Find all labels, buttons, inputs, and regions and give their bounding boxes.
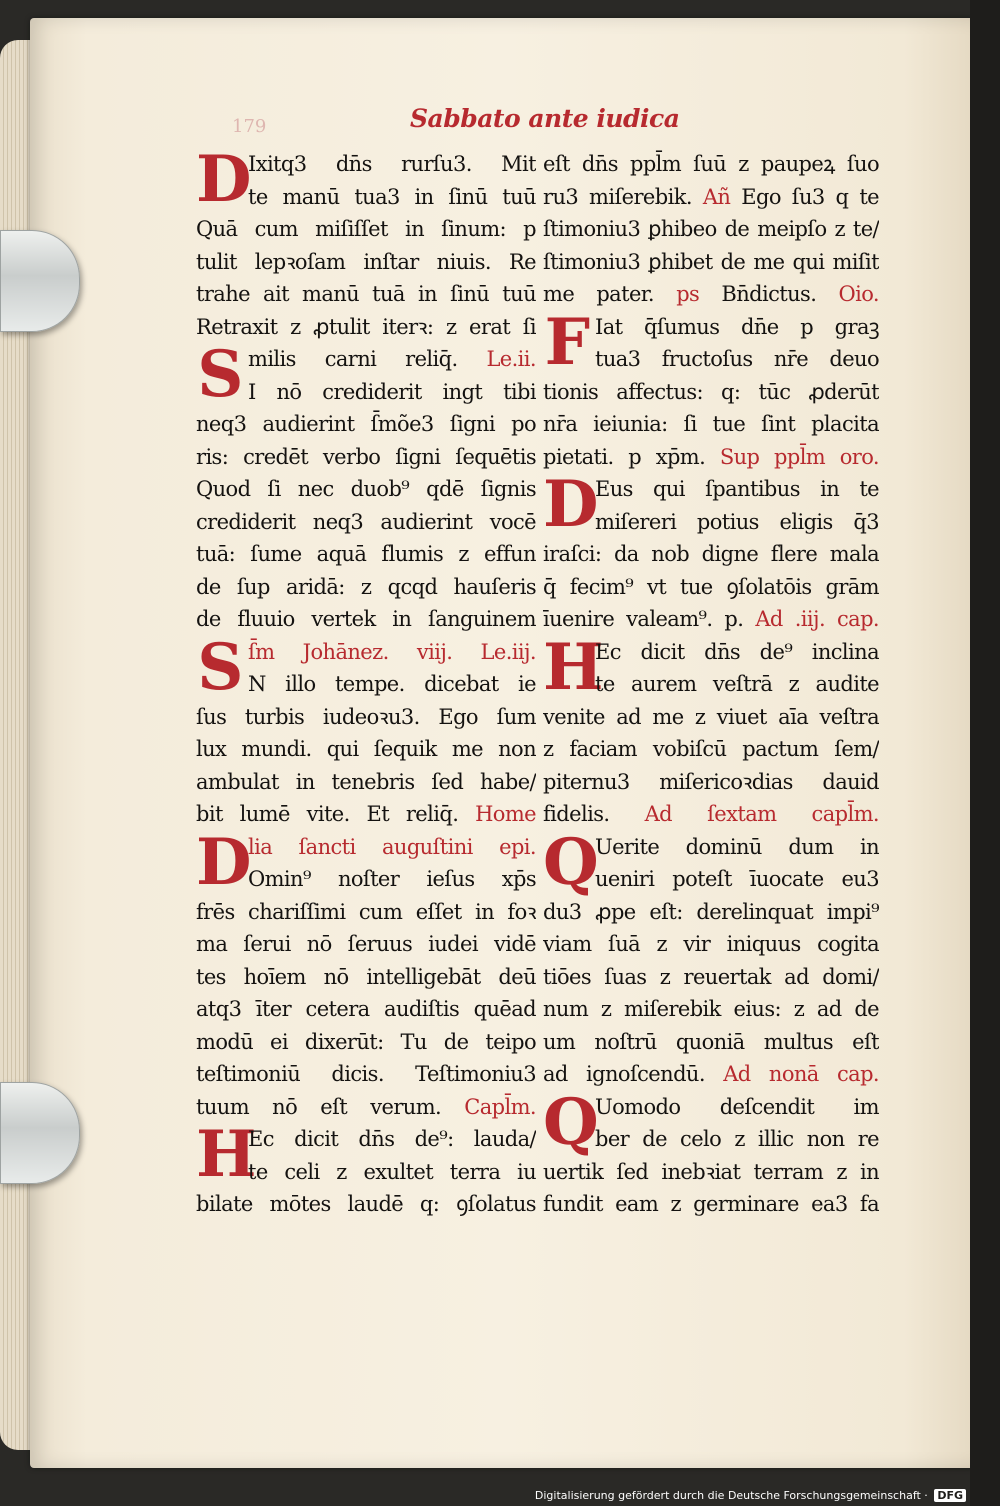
line-text: Uomodo deſcendit im: [595, 1094, 879, 1119]
text-line: [196, 701, 536, 734]
line-text: frēs chariſſimi cum eſſet in foꝛ: [196, 899, 536, 924]
line-text: iraſci: da nob digne flere mala: [543, 542, 879, 566]
text-line: [248, 343, 536, 376]
rubric-text: Oio.: [838, 282, 879, 306]
line-text: ad ignoſcendū.: [543, 1062, 724, 1086]
line-text: ueniri poteſt īuocate eu3: [595, 867, 879, 891]
text-line: [196, 1026, 536, 1059]
line-tail-text: Ego ſu3 q te: [730, 184, 879, 209]
text-line: [595, 1123, 879, 1156]
line-text: tuā: ſume aquā flumis z effun: [196, 542, 536, 566]
rubric-text: ſ̄m Johānez. viij. Le.iij.: [248, 639, 536, 664]
text-line: [196, 733, 536, 766]
line-text: miſereri potius eligis q̄3: [595, 509, 879, 534]
line-text: bilate mōtes laudē q: ꝯſolatus: [196, 1192, 536, 1216]
line-text: crediderit neq3 audierint vocē: [196, 509, 536, 534]
text-line: [595, 668, 879, 701]
line-text: trahe ait manū tuā in ſinū tuū: [196, 282, 536, 306]
rubricated-initial: H: [196, 1117, 256, 1192]
text-line: [248, 376, 536, 409]
line-text: pietati. p xp̄m.: [543, 444, 720, 469]
line-text: Uerite dominū dum in: [595, 834, 879, 859]
line-text: piternu3 miſericoꝛdias dauid: [543, 769, 879, 794]
text-line: [543, 766, 879, 799]
text-line: [595, 311, 879, 344]
text-line: [543, 1026, 879, 1059]
text-line: [196, 798, 536, 831]
rubric-text: Capl̄m.: [464, 1094, 536, 1119]
text-line: [196, 441, 536, 474]
rubric-text: Ad ſextam capl̄m.: [644, 802, 879, 826]
text-line: [543, 246, 879, 279]
text-line: [595, 831, 879, 864]
scan-background-edge: [970, 0, 1000, 1506]
line-text: ma ſerui nō ſeruus iudei vidē: [196, 932, 536, 956]
rubricated-initial: D: [196, 142, 251, 217]
text-line: [595, 1091, 879, 1124]
text-line: [248, 148, 536, 181]
rubricated-initial: D: [543, 467, 598, 542]
rubric-text: Añ: [702, 184, 731, 209]
line-text: ſus turbis iudeoꝛu3. Ego ſum: [196, 704, 536, 729]
text-line: [543, 961, 879, 994]
rubricated-initial: S: [197, 337, 243, 412]
line-text: ſtimoniu3 ꝑhibeo de meipſo z te/: [543, 217, 879, 241]
text-line: [196, 246, 536, 279]
text-line: [543, 213, 879, 246]
line-text: neq3 audierint ſ̄mõe3 ſigni po: [196, 412, 536, 436]
line-text: de ſup aridā: z qcqd hauſeris: [196, 574, 536, 599]
line-text: ber de celo z illic non re: [595, 1127, 879, 1151]
text-line: [595, 343, 879, 376]
right-text-column: [543, 148, 879, 1221]
line-text: īuenire valeam⁹. p.: [543, 607, 756, 631]
line-text: tionis affectus: q: tūc ꝓderūt: [543, 379, 879, 404]
text-line: [543, 441, 879, 474]
digitization-credit: [535, 1489, 966, 1502]
rubric-text: Le.ii.: [486, 347, 536, 371]
line-text: ambulat in tenebris ſed habe/: [196, 769, 536, 794]
text-line: [543, 993, 879, 1026]
text-line: [196, 1188, 536, 1221]
text-line: [196, 311, 536, 344]
line-text: viam ſuā z vir iniquus cogita: [543, 932, 879, 956]
line-text: tiōes ſuas z reuertak ad domi/: [543, 964, 879, 989]
line-text: tulit lepꝛoſam inſtar niuis. Re: [196, 249, 536, 274]
line-text: Quod ſi nec duob⁹ qdē ſignis: [196, 477, 536, 501]
text-line: [248, 668, 536, 701]
line-text: num z miſerebik eius: z ad de: [543, 997, 879, 1021]
rubricated-initial: Q: [543, 824, 599, 900]
text-line: [543, 1156, 879, 1189]
rubric-text: Home: [475, 802, 536, 826]
line-text: tes hoīem nō intelligebāt deū: [196, 964, 536, 989]
text-line: [196, 538, 536, 571]
text-line: [196, 278, 536, 311]
folio-number: 179: [232, 116, 267, 137]
text-line: [248, 1123, 536, 1156]
text-line: [196, 896, 536, 929]
line-text: tua3 fructoſus nr̄e deuo: [595, 347, 879, 371]
line-text: atq3 īter cetera audiſtis quēad: [196, 997, 536, 1021]
text-line: [595, 863, 879, 896]
left-text-column: [196, 142, 536, 1221]
line-text: Ixitq3 dn̄s rurſu3. Mit: [248, 152, 536, 176]
rubric-text: lia ſancti auguſtini epi.: [248, 834, 536, 859]
text-line: [248, 181, 536, 214]
text-line: [543, 181, 879, 214]
text-line: [196, 961, 536, 994]
text-line: [248, 831, 536, 864]
text-line: [196, 571, 536, 604]
line-text: teſtimoniū dicis. Teſtimoniu3: [196, 1062, 536, 1086]
line-text: te aurem veſtrā z audite: [595, 672, 879, 696]
text-line: [543, 278, 879, 311]
line-text: milis carni reliq̄.: [248, 347, 487, 371]
line-text: Quā cum miſiſſet in ſinum: p: [196, 217, 536, 241]
line-text: eſt dn̄s ppl̄m ſuū z paupeꝝ ſuo: [543, 152, 879, 176]
line-text: Ec dicit dn̄s de⁹: lauda/: [248, 1127, 536, 1151]
text-line: [543, 1188, 879, 1221]
text-line: [543, 408, 879, 441]
text-line: [543, 376, 879, 409]
line-text: venite ad me z viuet aīa veſtra: [543, 704, 879, 729]
line-text: modū ei dixerūt: Tu de teipo: [196, 1029, 536, 1054]
text-line: [543, 538, 879, 571]
line-text: fidelis.: [543, 802, 645, 826]
line-text: ris: credēt verbo ſigni ſequētis: [196, 444, 536, 469]
text-line: [196, 766, 536, 799]
text-line: [595, 506, 879, 539]
text-line: [248, 863, 536, 896]
line-text: q̄ fecim⁹ vt tue ꝯſolatōis grām: [543, 574, 879, 599]
text-line: [196, 993, 536, 1026]
text-line: [196, 1091, 536, 1124]
line-text: de fluuio vertek in ſanguinem: [196, 607, 536, 631]
text-line: [196, 408, 536, 441]
line-text: um noſtrū quoniā multus eſt: [543, 1029, 879, 1054]
rubricated-initial: Q: [543, 1084, 599, 1160]
text-line: [543, 603, 879, 636]
line-text: Omin⁹ noſter ieſus xp̄s: [248, 867, 536, 891]
rubric-text: Sup ppl̄m oro.: [719, 444, 879, 469]
running-head: Sabbato ante iudica: [410, 104, 680, 133]
line-text: Iat q̄ſumus dn̄e p graꝫ: [595, 314, 879, 339]
line-text: nr̄a ieiunia: ſi tue ſint placita: [543, 412, 879, 436]
text-line: [543, 571, 879, 604]
text-line: [543, 798, 879, 831]
line-text: lux mundi. qui ſequik me non: [196, 737, 536, 761]
line-text: ſtimoniu3 ꝑhibet de me qui miſit: [543, 249, 879, 274]
text-line: [196, 473, 536, 506]
line-tail-text: Bn̄dictus.: [699, 282, 839, 306]
text-line: [595, 636, 879, 669]
line-text: du3 ꝓpe eſt: derelinquat impi⁹: [543, 899, 879, 924]
text-line: [543, 148, 879, 181]
dfg-logo: DFG: [934, 1489, 966, 1502]
text-line: [196, 506, 536, 539]
rubricated-initial: D: [196, 824, 251, 900]
line-text: te celi z exultet terra iu: [248, 1159, 536, 1184]
text-line: [196, 603, 536, 636]
line-text: uertik ſed inebꝛiat terram z in: [543, 1159, 879, 1184]
rubric-text: Ad .iij. cap.: [755, 607, 879, 631]
text-line: [543, 733, 879, 766]
line-text: fundit eam z germinare ea3 fa: [543, 1192, 879, 1216]
rubricated-initial: S: [197, 629, 243, 705]
text-line: [196, 928, 536, 961]
credit-text: Digitalisierung gefördert durch die Deutsche Forschungsgemeinschaft ·: [534, 1489, 928, 1502]
text-line: [543, 701, 879, 734]
text-line: [248, 1156, 536, 1189]
line-text: tuum nō eſt verum.: [196, 1094, 465, 1119]
rubric-text: Ad nonā cap.: [723, 1062, 879, 1086]
line-text: bit lumē vite. Et reliq̄.: [196, 802, 476, 826]
text-line: [196, 213, 536, 246]
text-line: [543, 896, 879, 929]
rubricated-initial: H: [543, 629, 603, 705]
rubric-text: ps: [676, 282, 700, 306]
text-line: [543, 1058, 879, 1091]
line-text: te manū tua3 in ſinū tuū: [248, 184, 536, 209]
text-line: [248, 636, 536, 669]
text-line: [196, 1058, 536, 1091]
line-text: I nō crediderit ingt tibi: [248, 379, 536, 404]
line-text: Ec dicit dn̄s de⁹ inclina: [595, 639, 879, 664]
rubricated-initial: F: [544, 304, 590, 380]
line-text: Eus qui ſpantibus in te: [595, 477, 879, 501]
line-text: z faciam vobiſcū pactum ſem/: [543, 737, 879, 761]
line-text: Retraxit z ꝓtulit iterꝛ: z erat ſi: [196, 314, 536, 339]
text-line: [595, 473, 879, 506]
line-text: ru3 miſerebik.: [543, 184, 703, 209]
line-text: me pater.: [543, 282, 677, 306]
line-text: N illo tempe. dicebat ie: [248, 672, 536, 696]
text-line: [543, 928, 879, 961]
